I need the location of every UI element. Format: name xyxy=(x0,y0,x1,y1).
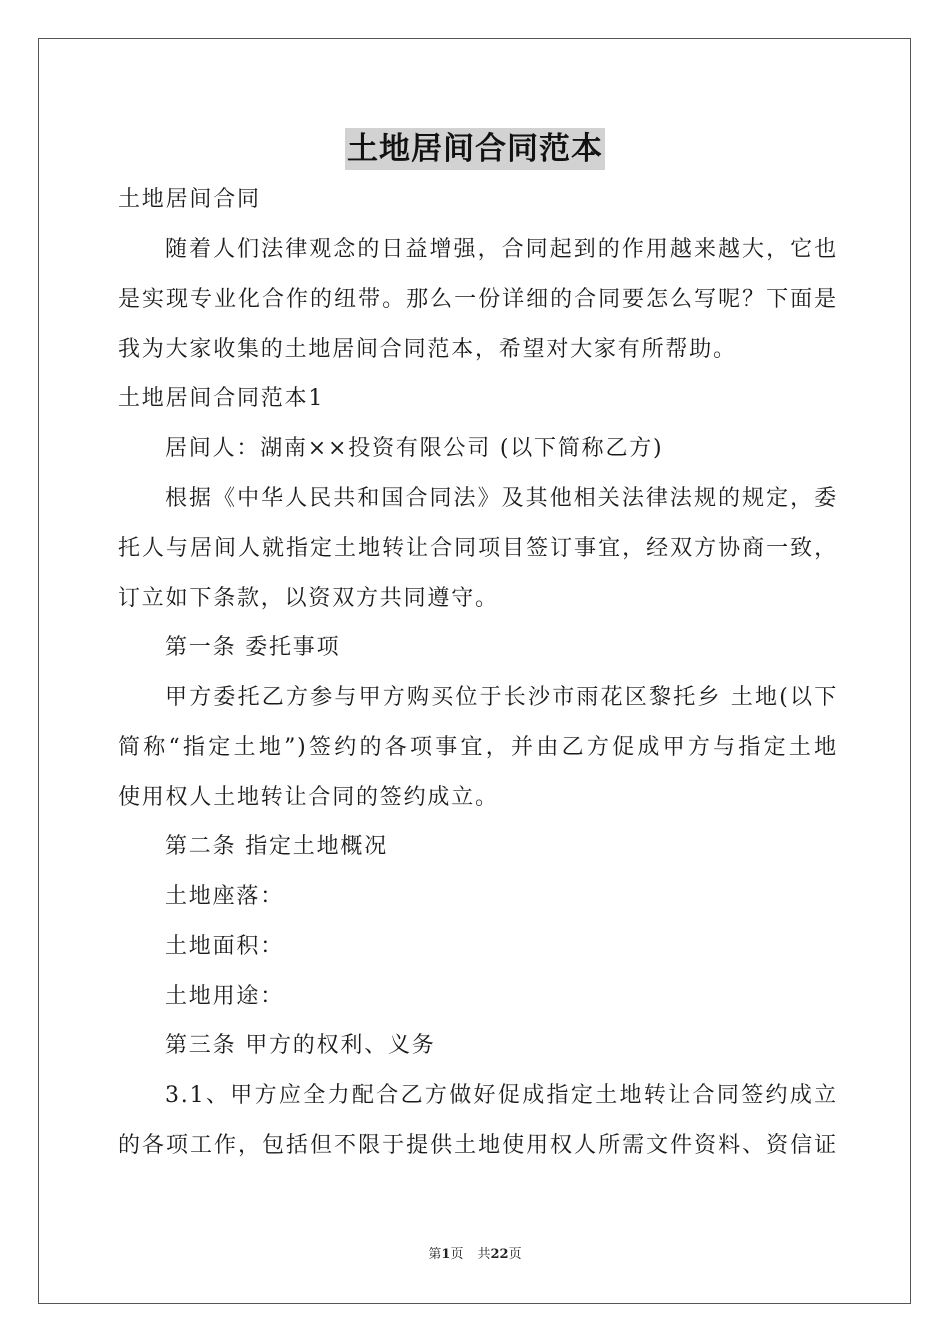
paragraph-line: 我为大家收集的土地居间合同范本，希望对大家有所帮助。 xyxy=(118,337,737,362)
clause-heading: 第二条 指定土地概况 xyxy=(165,834,388,859)
paragraph-line: 简称“指定土地”)签约的各项事宜，并由乙方促成甲方与指定土地 xyxy=(118,735,838,760)
paragraph-line: 使用权人土地转让合同的签约成立。 xyxy=(118,785,499,810)
paragraph-line: 是实现专业化合作的纽带。那么一份详细的合同要怎么写呢？下面是 xyxy=(118,287,838,312)
document-title: 土地居间合同范本 xyxy=(345,128,605,170)
footer-total-pages: 22 xyxy=(490,1247,509,1262)
clause-heading: 第三条 甲方的权利、义务 xyxy=(165,1033,436,1058)
clause-heading: 第一条 委托事项 xyxy=(165,635,341,660)
paragraph-line: 随着人们法律观念的日益增强，合同起到的作用越来越大，它也 xyxy=(165,237,838,262)
paragraph-line: 托人与居间人就指定土地转让合同项目签订事宜，经双方协商一致， xyxy=(118,536,838,561)
footer-page-number: 1 xyxy=(441,1247,451,1262)
footer-total-prefix: 共 xyxy=(477,1247,491,1262)
paragraph-line: 居间人：湖南××投资有限公司 (以下简称乙方) xyxy=(165,436,664,461)
paragraph-line: 订立如下条款，以资双方共同遵守。 xyxy=(118,586,499,611)
field-label: 土地面积： xyxy=(165,934,285,959)
footer-total-suffix: 页 xyxy=(508,1247,522,1262)
footer-page-suffix: 页 xyxy=(450,1247,464,1262)
paragraph-line: 甲方委托乙方参与甲方购买位于长沙市雨花区黎托乡 土地(以下 xyxy=(165,685,838,710)
paragraph-line: 根据《中华人民共和国合同法》及其他相关法律法规的规定，委 xyxy=(165,486,838,511)
paragraph-line: 的各项工作，包括但不限于提供土地使用权人所需文件资料、资信证 xyxy=(118,1133,838,1158)
page-footer xyxy=(0,1246,950,1264)
page-border xyxy=(38,38,911,1304)
footer-prefix: 第 xyxy=(428,1247,442,1262)
section-heading: 土地居间合同范本1 xyxy=(118,386,325,411)
field-label: 土地用途： xyxy=(165,984,285,1009)
title-container xyxy=(0,128,950,170)
section-heading: 土地居间合同 xyxy=(118,187,261,212)
paragraph-line: 3.1、甲方应全力配合乙方做好促成指定土地转让合同签约成立 xyxy=(165,1083,838,1108)
field-label: 土地座落： xyxy=(165,884,285,909)
